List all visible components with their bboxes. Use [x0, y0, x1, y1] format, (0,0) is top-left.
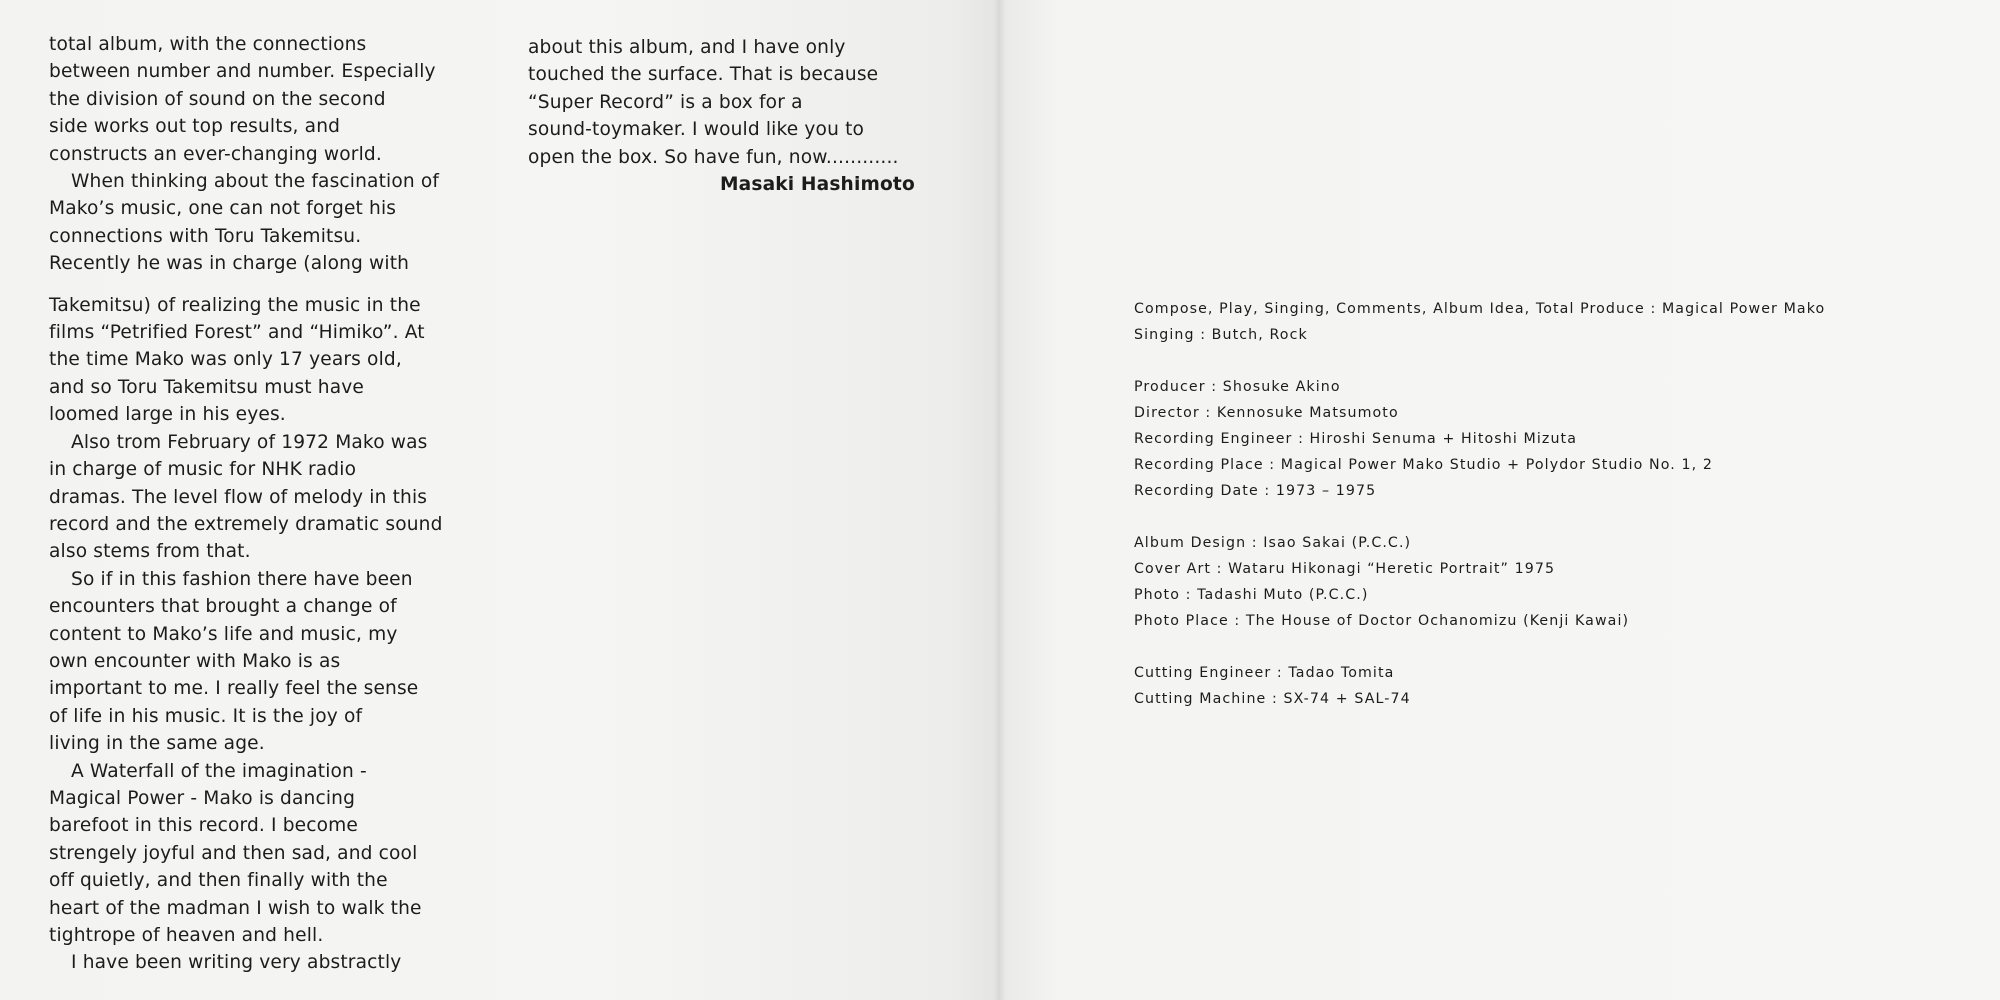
paragraph: [49, 429, 479, 566]
credit-line: Producer : Shosuke Akino: [1134, 379, 1341, 395]
text-line: the time Mako was only 17 years old,: [49, 349, 402, 371]
text-line: Also trom February of 1972 Mako was: [71, 431, 428, 453]
text-line: total album, with the connections: [49, 34, 367, 55]
text-line: off quietly, and then finally with the: [49, 870, 388, 892]
credit-line: Recording Date : 1973 – 1975: [1134, 483, 1377, 499]
credit-line: Singing : Butch, Rock: [1134, 327, 1308, 343]
credit-line: Compose, Play, Singing, Comments, Album Idea, Total Produce : Magical Power Mako: [1134, 301, 1826, 317]
credit-line: Cutting Engineer : Tadao Tomita: [1134, 665, 1395, 681]
text-line: important to me. I really feel the sense: [49, 678, 419, 700]
text-line: between number and number. Especially: [49, 61, 436, 83]
text-line: heart of the madman I wish to walk the: [49, 897, 422, 919]
text-line: A Waterfall of the imagination -: [71, 760, 367, 782]
text-line: dramas. The level flow of melody in this: [49, 486, 428, 508]
credit-group-production: [1134, 374, 1954, 504]
credit-group-performer: [1134, 296, 1954, 348]
text-line: tightrope of heaven and hell.: [49, 925, 324, 946]
text-line: barefoot in this record. I become: [49, 815, 359, 837]
text-line: content to Mako’s life and music, my: [49, 623, 398, 645]
credit-line: Photo Place : The House of Doctor Ochanomizu (Kenji Kawai): [1134, 613, 1630, 629]
liner-notes-column-1: [49, 31, 479, 977]
credit-line: Director : Kennosuke Matsumoto: [1134, 405, 1399, 421]
credit-line: Cutting Machine : SX-74 + SAL-74: [1134, 691, 1411, 707]
text-line: films “Petrified Forest” and “Himiko”. At: [49, 322, 425, 344]
text-line: sound-toymaker. I would like you to: [528, 119, 865, 141]
text-line: open the box. So have fun, now............: [528, 146, 899, 168]
album-credits: [1134, 296, 1954, 738]
text-line: in charge of music for NHK radio: [49, 459, 357, 481]
text-line: I have been writing very abstractly: [71, 952, 402, 974]
paragraph: [49, 566, 479, 758]
text-line: Recently he was in charge (along with: [49, 253, 410, 275]
paragraph: [49, 168, 479, 278]
text-line: record and the extremely dramatic sound: [49, 513, 443, 535]
credit-line: Cover Art : Wataru Hikonagi “Heretic Portrait” 1975: [1134, 561, 1556, 577]
text-line: own encounter with Mako is as: [49, 650, 341, 672]
credit-line: Album Design : Isao Sakai (P.C.C.): [1134, 535, 1412, 551]
paragraph: [49, 31, 479, 168]
text-line: the division of sound on the second: [49, 88, 386, 110]
author-signature: Masaki Hashimoto: [720, 174, 915, 196]
credit-group-design: [1134, 530, 1954, 634]
text-line: about this album, and I have only: [528, 37, 846, 58]
paragraph: [49, 292, 479, 429]
text-line: and so Toru Takemitsu must have: [49, 376, 365, 398]
text-line: Takemitsu) of realizing the music in the: [49, 294, 421, 316]
text-line: connections with Toru Takemitsu.: [49, 225, 362, 247]
credit-line: Recording Place : Magical Power Mako Studio + Polydor Studio No. 1, 2: [1134, 457, 1713, 473]
text-line: Magical Power - Mako is dancing: [49, 787, 356, 809]
text-line: “Super Record” is a box for a: [528, 91, 803, 113]
paragraph: [528, 34, 958, 171]
text-line: side works out top results, and: [49, 116, 341, 138]
text-line: of life in his music. It is the joy of: [49, 705, 363, 727]
page-gutter: [994, 0, 1006, 1000]
text-line: living in the same age.: [49, 733, 265, 755]
text-line: When thinking about the fascination of: [71, 171, 440, 193]
paragraph: [49, 758, 479, 950]
liner-notes-column-2: [528, 34, 958, 198]
text-line: encounters that brought a change of: [49, 596, 397, 618]
text-line: touched the surface. That is because: [528, 64, 879, 86]
text-line: also stems from that.: [49, 541, 251, 563]
credit-group-cutting: [1134, 660, 1954, 712]
text-line: loomed large in his eyes.: [49, 404, 286, 426]
text-line: strengely joyful and then sad, and cool: [49, 842, 418, 864]
credit-line: Photo : Tadashi Muto (P.C.C.): [1134, 587, 1369, 603]
text-line: So if in this fashion there have been: [71, 568, 413, 590]
paragraph: [49, 949, 479, 976]
credit-line: Recording Engineer : Hiroshi Senuma + Hitoshi Mizuta: [1134, 431, 1578, 447]
text-line: constructs an ever-changing world.: [49, 143, 382, 165]
text-line: Mako’s music, one can not forget his: [49, 198, 397, 220]
